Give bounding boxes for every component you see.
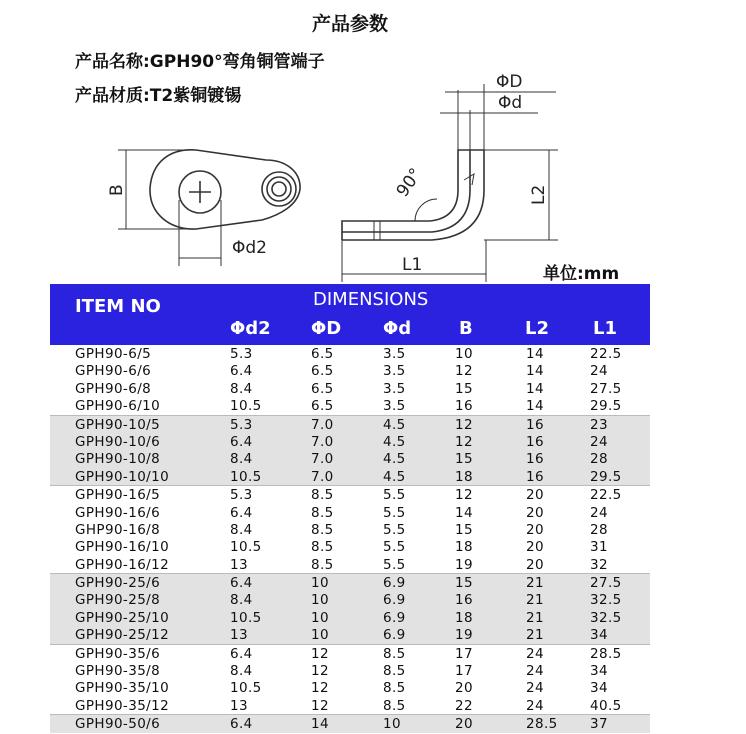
B-cell: 16 xyxy=(455,398,473,415)
d-cell: 3.5 xyxy=(383,346,406,362)
label-d: Φd xyxy=(498,93,523,113)
item-no-cell: GPH90-25/12 xyxy=(75,627,170,644)
item-no-cell: GPH90-6/5 xyxy=(75,346,152,362)
L1-cell: 37 xyxy=(590,716,608,733)
d-cell: 5.5 xyxy=(383,556,406,573)
terminal-drawing xyxy=(0,0,746,290)
d2-cell: 10.5 xyxy=(230,468,262,485)
d-cell: 5.5 xyxy=(383,521,406,538)
L2-cell: 20 xyxy=(526,487,544,504)
d2-cell: 6.4 xyxy=(230,433,253,450)
D-cell: 6.5 xyxy=(311,346,334,362)
d2-cell: 13 xyxy=(230,556,248,573)
L2-cell: 21 xyxy=(526,575,544,592)
d2-cell: 8.4 xyxy=(230,663,253,680)
d-cell: 4.5 xyxy=(383,433,406,450)
D-cell: 10 xyxy=(311,609,329,626)
label-D: ΦD xyxy=(496,72,523,92)
L1-cell: 31 xyxy=(590,539,608,556)
d-cell: 5.5 xyxy=(383,487,406,504)
d2-cell: 6.4 xyxy=(230,575,253,592)
table-row xyxy=(50,714,650,732)
L1-cell: 28 xyxy=(590,521,608,538)
L1-cell: 34 xyxy=(590,680,608,697)
B-cell: 12 xyxy=(455,433,473,450)
table-row xyxy=(50,679,650,696)
D-cell: 7.0 xyxy=(311,468,334,485)
D-cell: 10 xyxy=(311,627,329,644)
L2-cell: 21 xyxy=(526,609,544,626)
D-cell: 6.5 xyxy=(311,398,334,415)
d-cell: 8.5 xyxy=(383,680,406,697)
d-cell: 4.5 xyxy=(383,468,406,485)
d2-cell: 8.4 xyxy=(230,380,253,397)
L1-cell: 29.5 xyxy=(590,398,622,415)
table-row xyxy=(50,591,650,608)
L2-cell: 14 xyxy=(526,398,544,415)
D-cell: 8.5 xyxy=(311,487,334,504)
L2-cell: 16 xyxy=(526,416,544,433)
d2-cell: 6.4 xyxy=(230,363,253,380)
L2-cell: 28.5 xyxy=(526,716,558,733)
d-cell: 4.5 xyxy=(383,416,406,433)
B-cell: 12 xyxy=(455,363,473,380)
L1-cell: 27.5 xyxy=(590,380,622,397)
L1-cell: 29.5 xyxy=(590,468,622,485)
D-cell: 7.0 xyxy=(311,451,334,468)
B-cell: 18 xyxy=(455,539,473,556)
table-row xyxy=(50,415,650,433)
item-no-cell: GPH90-50/6 xyxy=(75,716,161,733)
table-row xyxy=(50,556,650,573)
d-cell: 6.9 xyxy=(383,592,406,609)
d-cell: 3.5 xyxy=(383,363,406,380)
table-row xyxy=(50,433,650,450)
L1-cell: 32.5 xyxy=(590,592,622,609)
dimensions-header: DIMENSIONS xyxy=(313,289,429,310)
item-no-cell: GPH90-35/10 xyxy=(75,680,170,697)
B-cell: 14 xyxy=(455,504,473,521)
D-cell: 12 xyxy=(311,697,329,714)
item-no-cell: GPH90-10/6 xyxy=(75,433,161,450)
L2-cell: 14 xyxy=(526,346,544,362)
B-cell: 20 xyxy=(455,716,473,733)
L1-cell: 23 xyxy=(590,416,608,433)
page-title: 产品参数 xyxy=(311,13,388,35)
d2-cell: 5.3 xyxy=(230,416,253,433)
B-cell: 22 xyxy=(455,697,473,714)
d2-cell: 8.4 xyxy=(230,592,253,609)
item-no-cell: GPH90-35/8 xyxy=(75,663,161,680)
side-view xyxy=(342,84,558,282)
D-cell: 6.5 xyxy=(311,363,334,380)
L1-cell: 24 xyxy=(590,504,608,521)
L1-cell: 24 xyxy=(590,433,608,450)
B-cell: 17 xyxy=(455,645,473,662)
B-cell: 17 xyxy=(455,663,473,680)
unit-label: 单位:mm xyxy=(543,264,620,284)
B-cell: 19 xyxy=(455,556,473,573)
table-row xyxy=(50,345,650,362)
item-no-cell: GPH90-35/12 xyxy=(75,697,170,714)
item-no-cell: GPH90-25/8 xyxy=(75,592,161,609)
d-cell: 3.5 xyxy=(383,380,406,397)
table-row xyxy=(50,362,650,379)
L2-cell: 14 xyxy=(526,380,544,397)
col-d-header: Φd xyxy=(383,318,412,339)
L1-cell: 32 xyxy=(590,556,608,573)
D-cell: 12 xyxy=(311,645,329,662)
L1-cell: 34 xyxy=(590,627,608,644)
table-row xyxy=(50,521,650,538)
L2-cell: 16 xyxy=(526,451,544,468)
d-cell: 10 xyxy=(383,716,401,733)
D-cell: 12 xyxy=(311,663,329,680)
L2-cell: 20 xyxy=(526,521,544,538)
d-cell: 8.5 xyxy=(383,663,406,680)
L2-cell: 24 xyxy=(526,645,544,662)
item-no-cell: GPH90-35/6 xyxy=(75,645,161,662)
d-cell: 6.9 xyxy=(383,609,406,626)
d2-cell: 6.4 xyxy=(230,504,253,521)
item-no-cell: GPH90-10/8 xyxy=(75,451,161,468)
L1-cell: 28 xyxy=(590,451,608,468)
table-row xyxy=(50,504,650,521)
item-no-cell: GPH90-16/12 xyxy=(75,556,170,573)
L2-cell: 20 xyxy=(526,539,544,556)
table-row xyxy=(50,538,650,555)
d2-cell: 8.4 xyxy=(230,451,253,468)
item-no-cell: GPH90-6/10 xyxy=(75,398,161,415)
L1-cell: 32.5 xyxy=(590,609,622,626)
L1-cell: 22.5 xyxy=(590,487,622,504)
D-cell: 14 xyxy=(311,716,329,733)
L2-cell: 24 xyxy=(526,663,544,680)
D-cell: 6.5 xyxy=(311,380,334,397)
table-row xyxy=(50,609,650,626)
d-cell: 8.5 xyxy=(383,697,406,714)
table-row xyxy=(50,380,650,397)
d2-cell: 13 xyxy=(230,627,248,644)
d-cell: 6.9 xyxy=(383,627,406,644)
d-cell: 5.5 xyxy=(383,504,406,521)
label-L2: L2 xyxy=(529,184,549,205)
d2-cell: 8.4 xyxy=(230,521,253,538)
table-row xyxy=(50,485,650,503)
d2-cell: 5.3 xyxy=(230,487,253,504)
top-view xyxy=(118,150,300,266)
L2-cell: 21 xyxy=(526,627,544,644)
table-row xyxy=(50,450,650,467)
B-cell: 16 xyxy=(455,592,473,609)
D-cell: 8.5 xyxy=(311,556,334,573)
table-row xyxy=(50,468,650,485)
d-cell: 8.5 xyxy=(383,645,406,662)
col-d2-header: Φd2 xyxy=(230,318,271,339)
d-cell: 3.5 xyxy=(383,398,406,415)
B-cell: 15 xyxy=(455,451,473,468)
D-cell: 8.5 xyxy=(311,521,334,538)
item-no-cell: GPH90-6/6 xyxy=(75,363,152,380)
d-cell: 5.5 xyxy=(383,539,406,556)
L1-cell: 22.5 xyxy=(590,346,622,362)
B-cell: 12 xyxy=(455,416,473,433)
col-B-header: B xyxy=(459,318,473,339)
L2-cell: 21 xyxy=(526,592,544,609)
B-cell: 19 xyxy=(455,627,473,644)
L2-cell: 14 xyxy=(526,363,544,380)
D-cell: 8.5 xyxy=(311,539,334,556)
D-cell: 10 xyxy=(311,592,329,609)
item-no-header: ITEM NO xyxy=(75,296,161,317)
D-cell: 7.0 xyxy=(311,416,334,433)
B-cell: 18 xyxy=(455,468,473,485)
table-row xyxy=(50,697,650,714)
L2-cell: 16 xyxy=(526,468,544,485)
B-cell: 12 xyxy=(455,487,473,504)
d-cell: 4.5 xyxy=(383,451,406,468)
item-no-cell: GPH90-10/10 xyxy=(75,468,170,485)
d2-cell: 10.5 xyxy=(230,680,262,697)
D-cell: 7.0 xyxy=(311,433,334,450)
item-no-cell: GPH90-6/8 xyxy=(75,380,152,397)
item-no-cell: GPH90-16/6 xyxy=(75,504,161,521)
label-B: B xyxy=(107,184,127,196)
col-D-header: ΦD xyxy=(311,318,342,339)
col-L2-header: L2 xyxy=(525,318,549,339)
item-no-cell: GPH90-16/5 xyxy=(75,487,161,504)
table-row xyxy=(50,397,650,414)
item-no-cell: GPH90-16/10 xyxy=(75,539,170,556)
item-no-cell: GPH90-25/10 xyxy=(75,609,170,626)
spec-table-body xyxy=(50,345,650,733)
label-d2: Φd2 xyxy=(232,238,267,258)
d2-cell: 10.5 xyxy=(230,609,262,626)
L2-cell: 24 xyxy=(526,680,544,697)
d2-cell: 5.3 xyxy=(230,346,253,362)
item-no-cell: GHP90-16/8 xyxy=(75,521,161,538)
d2-cell: 10.5 xyxy=(230,539,262,556)
L1-cell: 34 xyxy=(590,663,608,680)
table-row xyxy=(50,662,650,679)
B-cell: 20 xyxy=(455,680,473,697)
d2-cell: 10.5 xyxy=(230,398,262,415)
L2-cell: 24 xyxy=(526,697,544,714)
item-no-cell: GPH90-25/6 xyxy=(75,575,161,592)
B-cell: 18 xyxy=(455,609,473,626)
L2-cell: 20 xyxy=(526,504,544,521)
table-row xyxy=(50,573,650,591)
L2-cell: 16 xyxy=(526,433,544,450)
L1-cell: 24 xyxy=(590,363,608,380)
item-no-cell: GPH90-10/5 xyxy=(75,416,161,433)
L1-cell: 27.5 xyxy=(590,575,622,592)
D-cell: 10 xyxy=(311,575,329,592)
B-cell: 10 xyxy=(455,346,473,362)
d-cell: 6.9 xyxy=(383,575,406,592)
B-cell: 15 xyxy=(455,380,473,397)
B-cell: 15 xyxy=(455,575,473,592)
product-material: 产品材质:T2紫铜镀锡 xyxy=(75,86,242,106)
col-L1-header: L1 xyxy=(593,318,617,339)
table-row xyxy=(50,626,650,643)
B-cell: 15 xyxy=(455,521,473,538)
table-header xyxy=(50,284,650,345)
table-row xyxy=(50,644,650,662)
D-cell: 12 xyxy=(311,680,329,697)
L2-cell: 20 xyxy=(526,556,544,573)
product-name: 产品名称:GPH90°弯角铜管端子 xyxy=(75,52,325,72)
label-angle: 90° xyxy=(392,164,427,201)
label-L1: L1 xyxy=(402,255,423,275)
L1-cell: 28.5 xyxy=(590,645,622,662)
D-cell: 8.5 xyxy=(311,504,334,521)
d2-cell: 6.4 xyxy=(230,716,253,733)
L1-cell: 40.5 xyxy=(590,697,622,714)
d2-cell: 6.4 xyxy=(230,645,253,662)
d2-cell: 13 xyxy=(230,697,248,714)
